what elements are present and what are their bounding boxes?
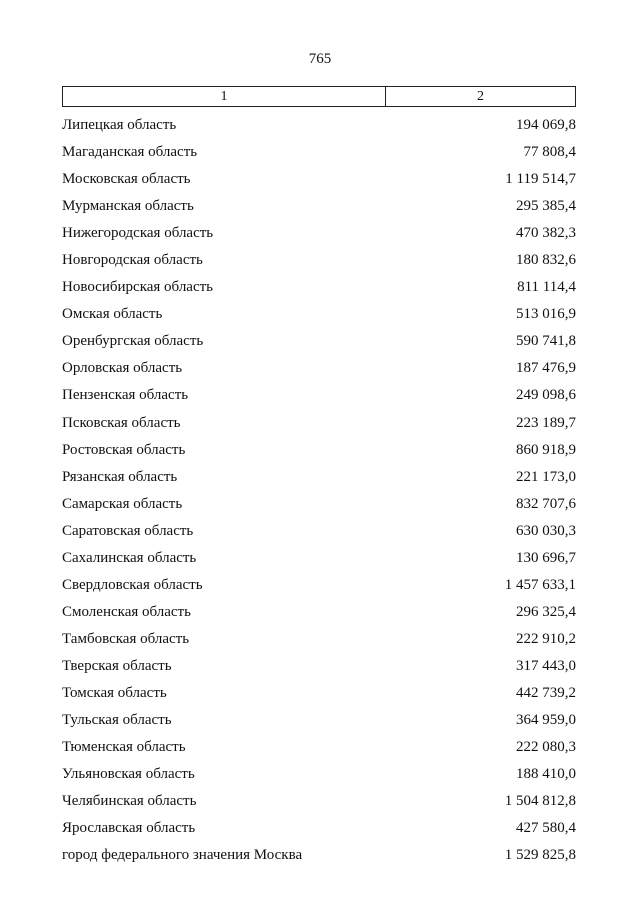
region-name: Сахалинская область — [62, 549, 197, 566]
region-name: Нижегородская область — [62, 225, 214, 242]
table-row — [62, 545, 576, 572]
region-name: Тульская область — [62, 712, 172, 729]
table-row — [62, 572, 576, 599]
table-row — [62, 410, 576, 437]
region-value: 296 325,4 — [516, 603, 576, 620]
column-header-1: 1 — [63, 87, 386, 106]
table-row — [62, 437, 576, 464]
table-row — [62, 761, 576, 788]
table-row — [62, 626, 576, 653]
table-row — [62, 220, 576, 247]
region-value: 427 580,4 — [516, 820, 576, 837]
region-name: Новосибирская область — [62, 279, 214, 296]
region-name: Оренбургская область — [62, 333, 204, 350]
table-row — [62, 680, 576, 707]
table-row — [62, 355, 576, 382]
region-value: 222 910,2 — [516, 630, 576, 647]
region-name: Новгородская область — [62, 252, 203, 269]
region-value: 130 696,7 — [516, 549, 576, 566]
region-value: 221 173,0 — [516, 468, 576, 485]
region-value: 832 707,6 — [516, 495, 576, 512]
region-name: Московская область — [62, 171, 191, 188]
table-row — [62, 274, 576, 301]
region-value: 223 189,7 — [516, 414, 576, 431]
region-name: Магаданская область — [62, 144, 198, 161]
table-row — [62, 139, 576, 166]
region-value: 1 457 633,1 — [504, 576, 576, 593]
table-row — [62, 707, 576, 734]
region-value: 1 504 812,8 — [504, 793, 576, 810]
region-name: Самарская область — [62, 495, 183, 512]
region-name: Пензенская область — [62, 387, 189, 404]
region-name: Ульяновская область — [62, 766, 195, 783]
region-name: Смоленская область — [62, 603, 191, 620]
table-header — [62, 86, 576, 107]
region-name: Псковская область — [62, 414, 181, 431]
table-row — [62, 491, 576, 518]
region-value: 317 443,0 — [516, 657, 576, 674]
region-value: 1 529 825,8 — [504, 847, 576, 864]
region-value: 470 382,3 — [516, 225, 576, 242]
table-row — [62, 382, 576, 409]
table-row — [62, 653, 576, 680]
region-value: 180 832,6 — [516, 252, 576, 269]
region-value: 249 098,6 — [516, 387, 576, 404]
table-row — [62, 842, 576, 869]
region-name: Саратовская область — [62, 522, 194, 539]
table-row — [62, 464, 576, 491]
column-header-2: 2 — [477, 89, 484, 104]
region-value: 187 476,9 — [516, 360, 576, 377]
region-value: 513 016,9 — [516, 306, 576, 323]
region-value: 860 918,9 — [516, 441, 576, 458]
table-row — [62, 247, 576, 274]
table-row — [62, 815, 576, 842]
region-name: Томская область — [62, 685, 167, 701]
region-name: Рязанская область — [62, 468, 178, 485]
region-value: 630 030,3 — [516, 522, 576, 539]
table-row — [62, 734, 576, 761]
table-row — [62, 518, 576, 545]
region-name: Омская область — [62, 306, 163, 323]
region-value: 222 080,3 — [516, 739, 576, 756]
table-row — [62, 193, 576, 220]
region-value: 1 119 514,7 — [505, 171, 576, 188]
region-value: 77 808,4 — [523, 144, 576, 161]
region-name: Орловская область — [62, 360, 183, 377]
region-value: 295 385,4 — [516, 198, 576, 215]
region-name: Ярославская область — [62, 820, 196, 837]
region-value: 590 741,8 — [516, 333, 576, 350]
table-row — [62, 166, 576, 193]
region-name: Липецкая область — [62, 117, 177, 134]
table-row — [62, 599, 576, 626]
region-name: город федерального значения Москва — [62, 847, 303, 864]
region-name: Челябинская область — [62, 793, 197, 810]
table-row — [62, 328, 576, 355]
region-name: Мурманская область — [62, 198, 194, 215]
region-value: 811 114,4 — [517, 279, 576, 296]
region-name: Тамбовская область — [62, 630, 190, 647]
region-value: 194 069,8 — [516, 117, 576, 134]
table-row — [62, 788, 576, 815]
region-name: Ростовская область — [62, 441, 186, 458]
table-row — [62, 301, 576, 328]
table-row — [62, 112, 576, 139]
region-value: 188 410,0 — [516, 766, 576, 783]
table-body — [62, 112, 576, 869]
region-name: Тверская область — [62, 657, 172, 674]
region-value: 364 959,0 — [516, 712, 576, 729]
region-name: Свердловская область — [62, 576, 203, 593]
region-name: Тюменская область — [62, 739, 186, 756]
region-value: 442 739,2 — [516, 685, 576, 701]
page-number: 765 — [308, 51, 332, 67]
